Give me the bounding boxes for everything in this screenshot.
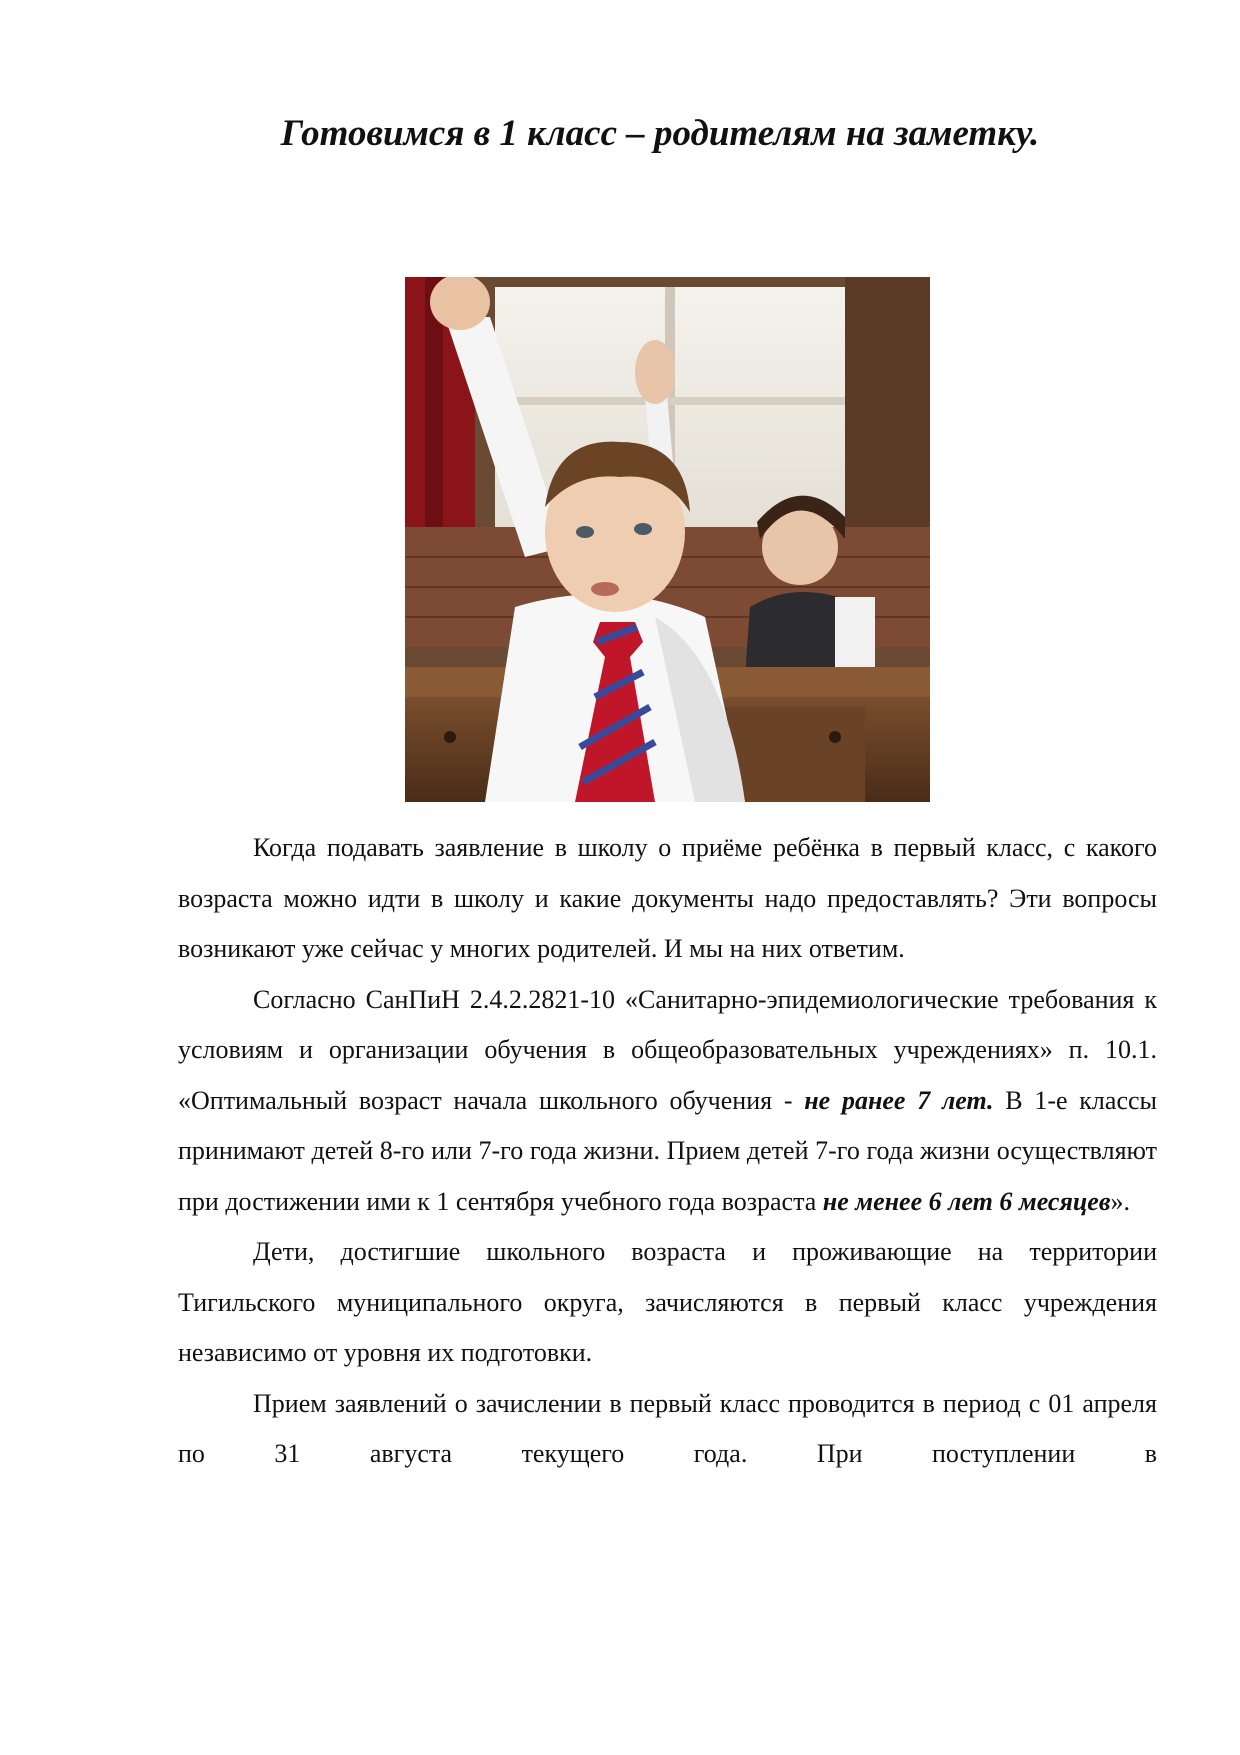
paragraph-2-emphasis-months: не менее 6 лет 6 месяцев (822, 1186, 1111, 1216)
paragraph-3: Дети, достигшие школьного возраста и проживающие на территории Тигильского муниципального округа, зачисляются в первый класс учреждения независимо от уровня их подготовки. (178, 1237, 1157, 1367)
paragraph-2-end: ». (1110, 1186, 1130, 1216)
paragraph-2 (178, 975, 1157, 1228)
paragraph-1: Когда подавать заявление в школу о приёме ребёнка в первый класс, с какого возраста можно идти в школу и какие документы надо предоставлять? Эти вопросы возникают уже сейчас у многих родителей. И мы на них ответим. (178, 833, 1157, 963)
paragraph-2-emphasis-age: не ранее 7 лет. (804, 1085, 994, 1115)
paragraph-4: Прием заявлений о зачислении в первый класс проводится в период с 01 апреля по 31 августа текущего года. При поступлении в (178, 1388, 1157, 1468)
schoolboy-photo (405, 277, 930, 802)
document-title: Готовимся в 1 класс – родителям на заметку. (280, 113, 1040, 154)
paragraph-2-middle: В 1-е классы принимают детей 8-го или 7-го года жизни. Прием детей 7-го года жизни осуществляют при достижении ими к 1 сентября учебного года возраста (178, 1085, 1157, 1216)
paragraph-2-start: Согласно СанПиН 2.4.2.2821-10 «Санитарно-эпидемиологические требования к условиям и организации обучения в общеобразовательных учреждениях» п. 10.1. «Оптимальный возраст начала школьного обучения - (178, 984, 1157, 1115)
document-body (178, 823, 1157, 1480)
